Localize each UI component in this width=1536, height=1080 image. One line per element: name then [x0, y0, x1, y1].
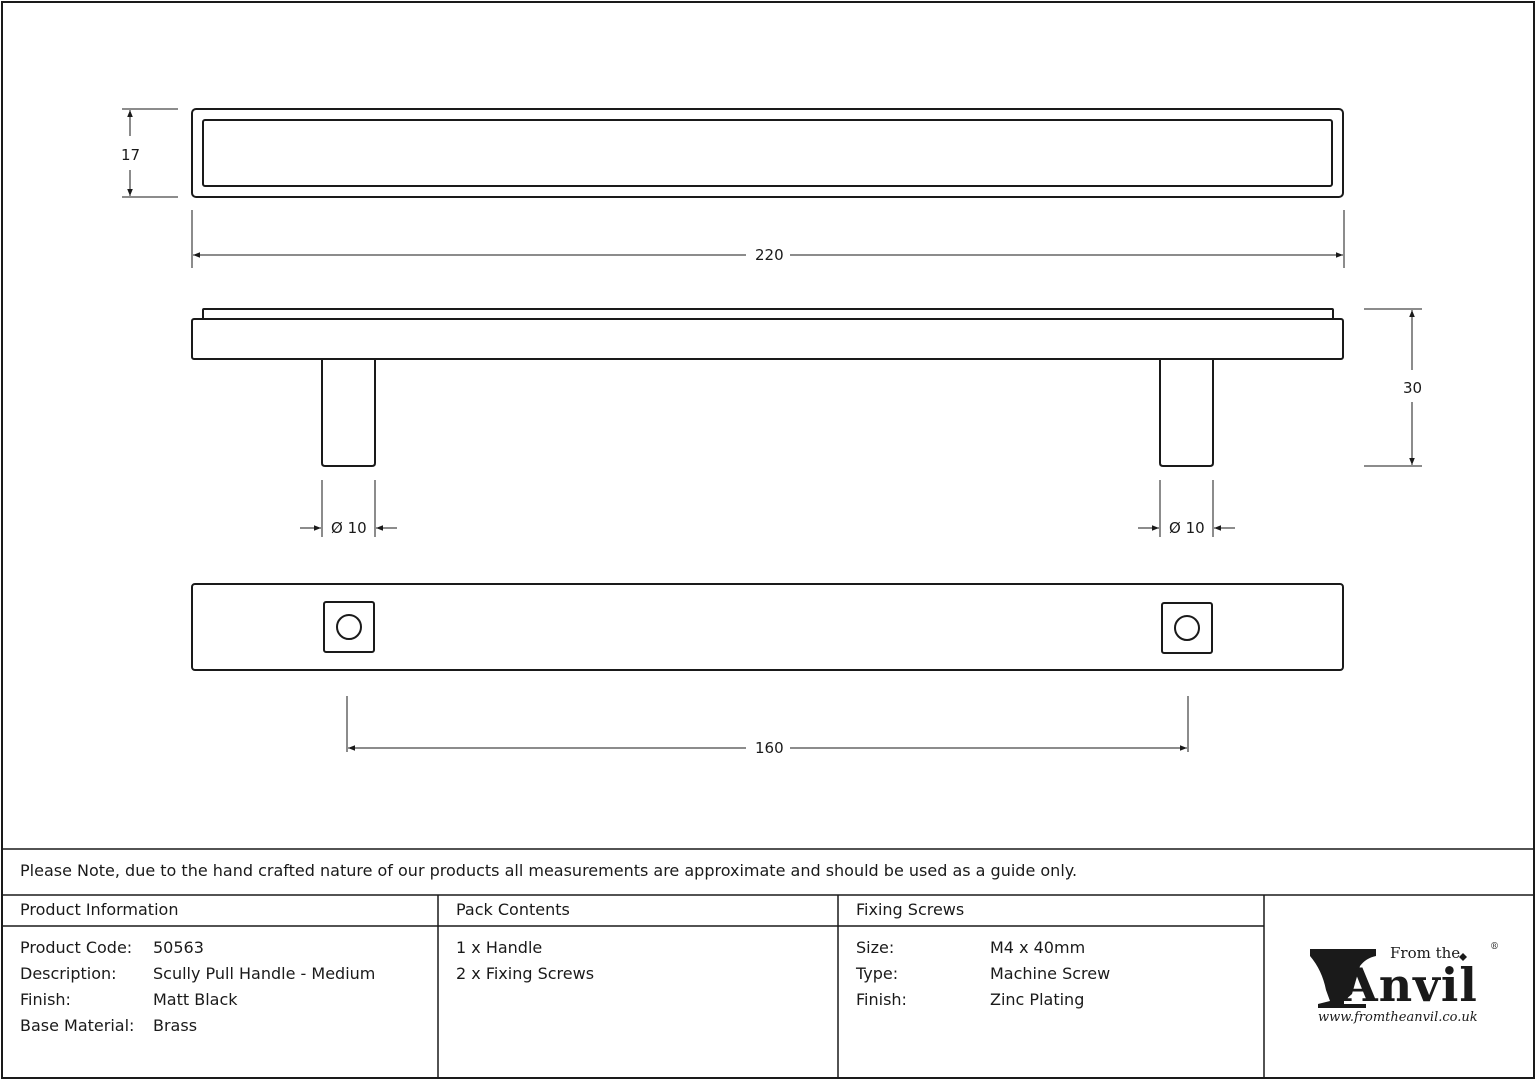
finish-value: Matt Black [153, 990, 238, 1009]
pack-contents-list [456, 935, 594, 987]
fixing-screws-heading: Fixing Screws [856, 900, 965, 919]
pack-item: 1 x Handle [456, 938, 543, 957]
handle-top-view [192, 109, 1343, 197]
screw-size-value: M4 x 40mm [990, 938, 1086, 957]
dimension-centres-label: 160 [755, 739, 784, 757]
finish-label: Finish: [20, 990, 71, 1009]
logo-url: www.fromtheanvil.co.uk [1318, 1010, 1478, 1025]
handle-side-view [192, 309, 1343, 466]
product-code-label: Product Code: [20, 938, 133, 957]
handle-bottom-view [192, 584, 1343, 670]
fixing-screws-labels [856, 935, 907, 1013]
screw-size-label: Size: [856, 938, 895, 957]
product-info-labels [20, 935, 134, 1039]
fixing-screws-values [990, 935, 1110, 1013]
logo-registered: ® [1490, 942, 1499, 952]
pack-contents-heading: Pack Contents [456, 900, 570, 919]
dimension-length-label: 220 [755, 246, 784, 264]
base-material-label: Base Material: [20, 1016, 135, 1035]
dimension-projection-label: 30 [1403, 379, 1423, 397]
disclaimer-note: Please Note, due to the hand crafted nature of our products all measurements are approximate and should be used as a guide only. [20, 861, 1078, 880]
base-material-value: Brass [153, 1016, 198, 1035]
page-border [2, 2, 1534, 1078]
product-code-value: 50563 [153, 938, 204, 957]
dimension-leg-diameter-right-label: Ø 10 [1169, 519, 1205, 537]
logo-from-the: From the [1390, 944, 1461, 962]
description-value: Scully Pull Handle - Medium [153, 964, 376, 983]
pack-item: 2 x Fixing Screws [456, 964, 595, 983]
description-label: Description: [20, 964, 117, 983]
screw-finish-label: Finish: [856, 990, 907, 1009]
screw-type-label: Type: [856, 964, 899, 983]
product-info-values [153, 935, 375, 1039]
dimension-leg-diameter-left-label: Ø 10 [331, 519, 367, 537]
product-info-heading: Product Information [20, 900, 179, 919]
screw-finish-value: Zinc Plating [990, 990, 1085, 1009]
logo-brand: Anvil [1342, 958, 1478, 1012]
screw-type-value: Machine Screw [990, 964, 1111, 983]
brand-logo [1306, 944, 1502, 1030]
dimension-height-top-label: 17 [121, 146, 141, 164]
